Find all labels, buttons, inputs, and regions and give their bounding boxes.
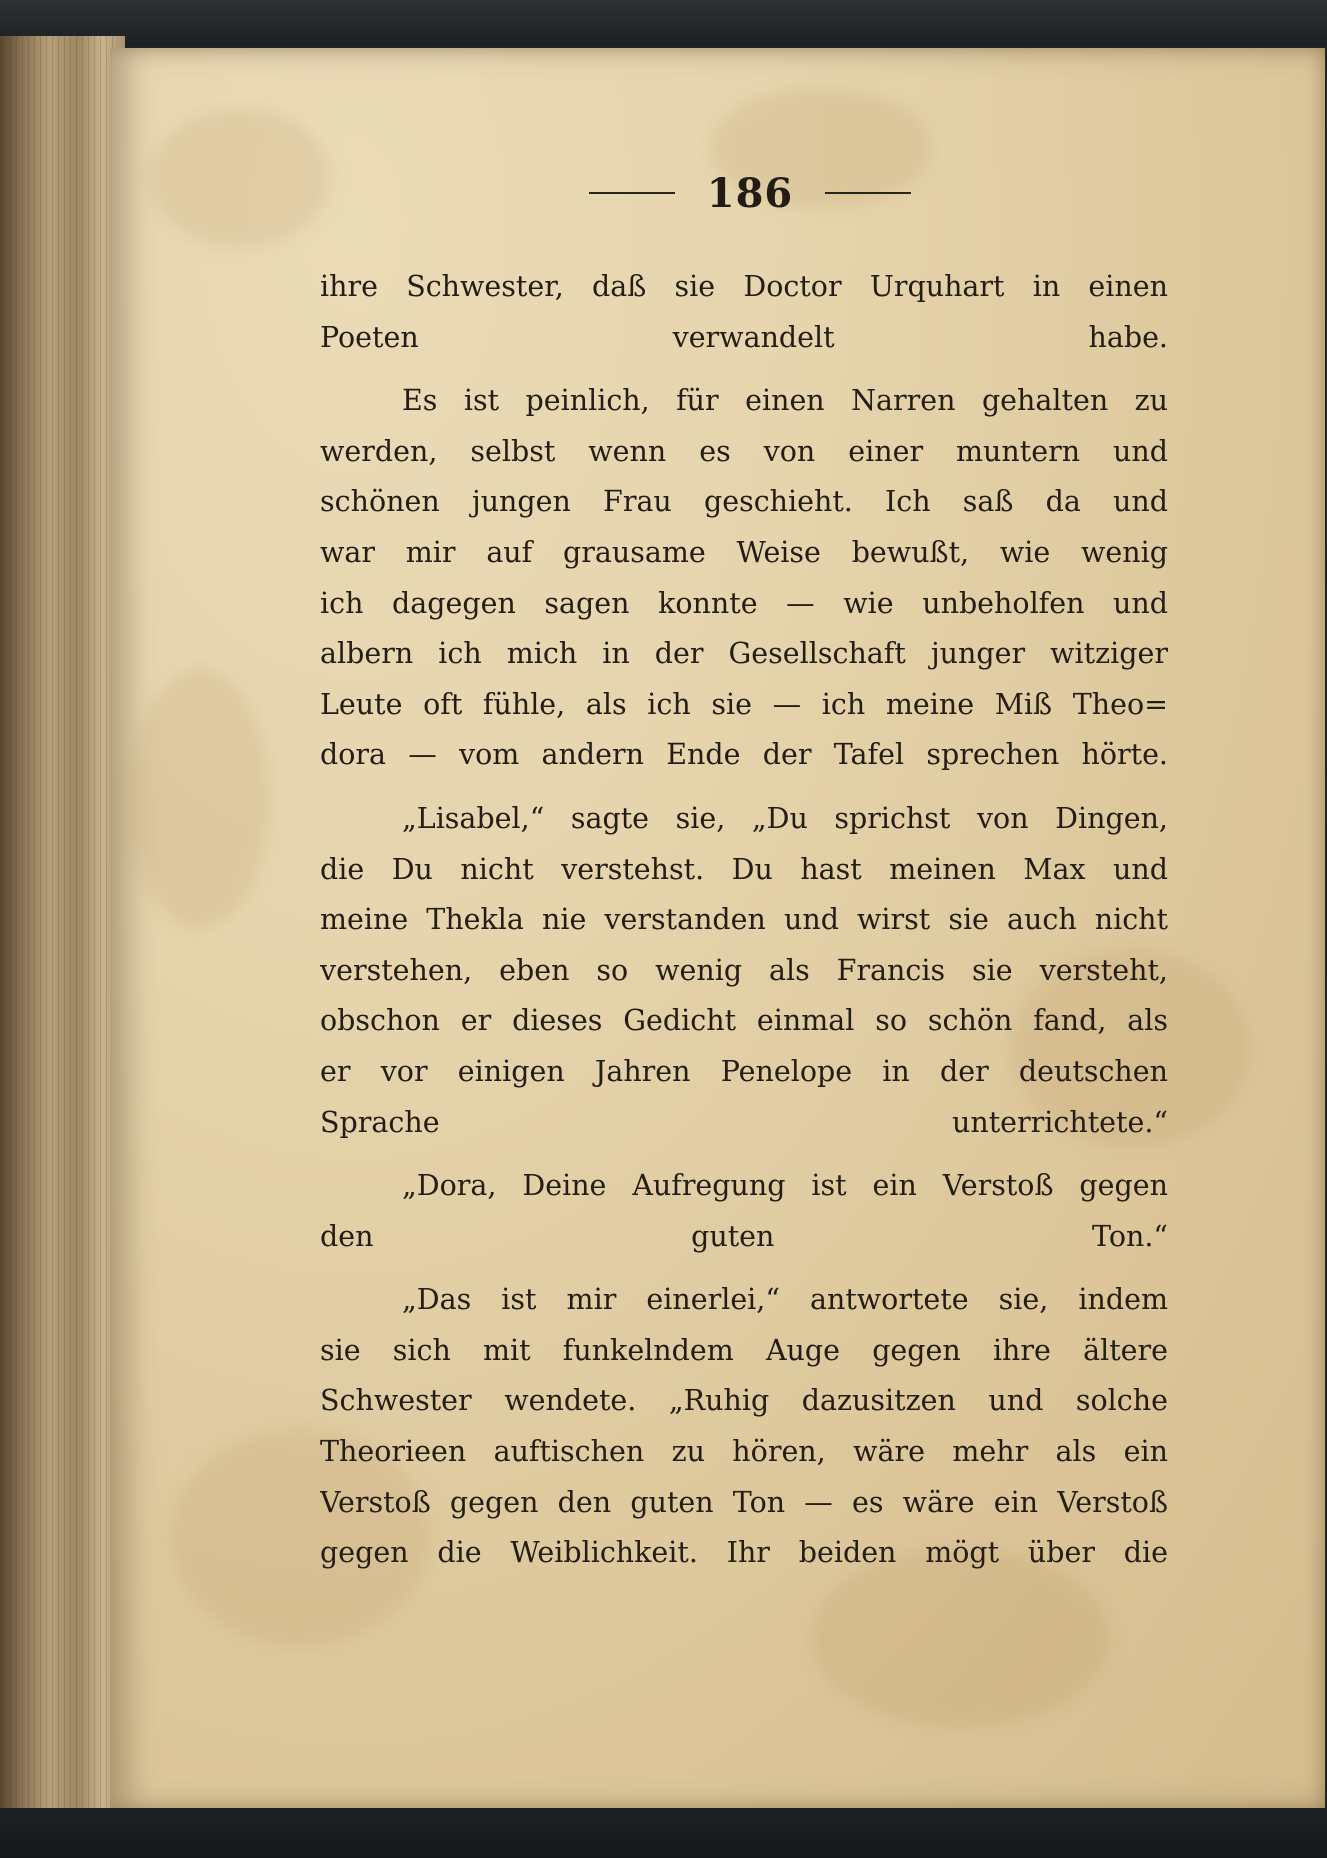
scan-background-bottom bbox=[0, 1808, 1327, 1858]
header-rule-right bbox=[825, 192, 911, 194]
paragraph-3 bbox=[320, 794, 1168, 1148]
text-line: Theorieen auftischen zu hören, wäre mehr als ein bbox=[320, 1435, 1168, 1469]
text-line: sie sich mit funkelndem Auge gegen ihre ältere bbox=[320, 1333, 1168, 1367]
text-line: Sprache unterrichtete.“ bbox=[320, 1105, 1168, 1139]
scan-background-top bbox=[0, 0, 1327, 46]
text-line: die Du nicht verstehst. Du hast meinen Max und bbox=[320, 852, 1168, 886]
text-line: Schwester wendete. „Ruhig dazusitzen und solche bbox=[320, 1384, 1168, 1418]
text-line: gegen die Weiblichkeit. Ihr beiden mögt über die bbox=[320, 1536, 1168, 1570]
text-line: meine Thekla nie verstanden und wirst sie auch nicht bbox=[320, 903, 1168, 937]
text-line: Es ist peinlich, für einen Narren gehalten zu bbox=[402, 384, 1168, 418]
paragraph-5 bbox=[320, 1275, 1168, 1579]
paper-stain bbox=[130, 668, 270, 928]
text-line: „Lisabel,“ sagte sie, „Du sprichst von Dingen, bbox=[402, 801, 1168, 835]
text-line: Poeten verwandelt habe. bbox=[320, 320, 1168, 354]
page-edge-lines bbox=[10, 36, 115, 1812]
body-text bbox=[320, 262, 1168, 1579]
text-line: albern ich mich in der Gesellschaft junger witziger bbox=[320, 637, 1168, 671]
text-line: Leute oft fühle, als ich sie — ich meine Miß Theo= bbox=[320, 687, 1168, 721]
text-line: ich dagegen sagen konnte — wie unbeholfen und bbox=[320, 586, 1168, 620]
text-line: er vor einigen Jahren Penelope in der deutschen bbox=[320, 1054, 1168, 1088]
paper-stain bbox=[150, 108, 330, 248]
text-line: obschon er dieses Gedicht einmal so schön fand, als bbox=[320, 1004, 1168, 1038]
text-line: „Dora, Deine Aufregung ist ein Verstoß gegen bbox=[402, 1169, 1168, 1203]
page-header bbox=[570, 168, 930, 218]
page-number: 186 bbox=[706, 169, 794, 217]
text-line: schönen jungen Frau geschieht. Ich saß da und bbox=[320, 485, 1168, 519]
text-line: den guten Ton.“ bbox=[320, 1219, 1168, 1253]
text-line: „Das ist mir einerlei,“ antwortete sie, indem bbox=[402, 1283, 1168, 1317]
text-line: verstehen, eben so wenig als Francis sie versteht, bbox=[320, 953, 1168, 987]
paragraph-2 bbox=[320, 376, 1168, 781]
header-rule-left bbox=[589, 192, 675, 194]
text-line: ihre Schwester, daß sie Doctor Urquhart in einen bbox=[320, 270, 1168, 303]
paragraph-1 bbox=[320, 262, 1168, 363]
text-line: dora — vom andern Ende der Tafel sprechen hörte. bbox=[320, 738, 1168, 772]
paragraph-4 bbox=[320, 1161, 1168, 1262]
text-line: war mir auf grausame Weise bewußt, wie wenig bbox=[320, 535, 1168, 569]
text-line: werden, selbst wenn es von einer muntern und bbox=[320, 434, 1168, 468]
text-line: Verstoß gegen den guten Ton — es wäre ein Verstoß bbox=[320, 1485, 1168, 1519]
